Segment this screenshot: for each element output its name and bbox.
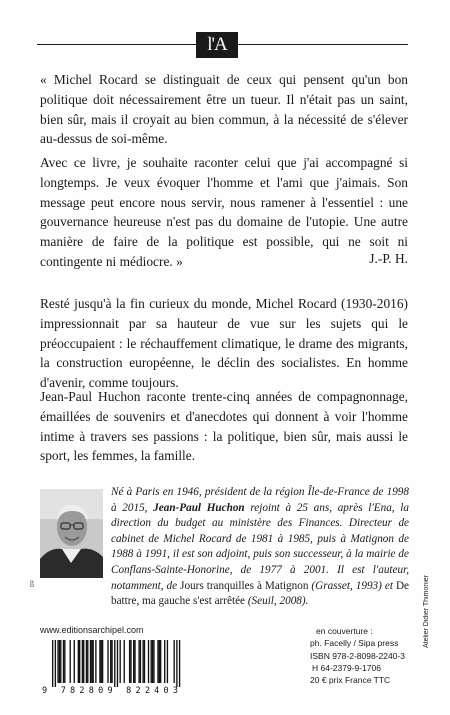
barcode-bar xyxy=(152,640,153,683)
barcode-bar xyxy=(138,640,139,683)
barcode-bar xyxy=(140,640,141,683)
barcode-bar xyxy=(52,640,53,687)
bio-text-2: rejoint à 25 ans, après l'Ena, la direction du budget au ministère des Finances. Directeur de cabinet de Michel Rocard de 1981 à 1985, puis à Matignon de 1988 à 1991, il est son adjoint, puis son successeur, à la mairie de Conflans-Sainte-Honorine, de 1977 à 2001. Il est l'auteur, notamment, de xyxy=(111,501,409,592)
barcode-bar xyxy=(91,640,92,683)
barcode-image xyxy=(40,638,183,696)
isbn-barcode xyxy=(40,638,183,696)
barcode-bar xyxy=(79,640,80,683)
barcode-bar xyxy=(57,640,58,683)
isbn-text: ISBN 978-2-8098-2240-3 xyxy=(310,650,405,661)
publisher-logo: l'A xyxy=(196,32,238,58)
summary-paragraph-1 xyxy=(40,294,408,393)
summary-paragraph-2 xyxy=(40,387,408,466)
barcode-bar xyxy=(160,640,161,683)
barcode-bar xyxy=(64,640,65,683)
barcode-bar xyxy=(63,640,64,683)
photo-credit: DR xyxy=(30,580,36,588)
barcode-bar xyxy=(59,640,60,683)
barcode-bar xyxy=(129,640,130,683)
barcode-bar xyxy=(90,640,91,683)
barcode-bar xyxy=(111,640,112,683)
cover-label: en couverture : xyxy=(316,626,373,636)
barcode-bar xyxy=(144,640,145,683)
barcode-bar xyxy=(86,640,87,683)
barcode-bar xyxy=(134,640,135,683)
cover-credit: ph. Facelly / Sipa press xyxy=(310,638,399,649)
cover-info xyxy=(310,625,410,686)
quote-paragraph-1 xyxy=(40,70,408,149)
barcode-bar xyxy=(179,640,180,687)
header-rule-right xyxy=(238,44,408,45)
bio-text-1: Né à Paris en 1946, président de la région Île-de-France de 1998 à 2015, xyxy=(111,486,409,514)
quote-text-1: « Michel Rocard se distinguait de ceux qui pensent qu'un bon politique doit nécessairement être un tueur. Il n'était pas un saint, bien sûr, mais il croyait au bien commun, à la nécessité de s'élever au-dessus de soi-même. xyxy=(40,72,408,147)
barcode-bar xyxy=(114,640,115,687)
barcode-digits: 9 782809 822403 xyxy=(42,686,178,696)
barcode-bar xyxy=(164,640,165,683)
price-text: 20 € prix France TTC xyxy=(310,675,391,686)
barcode-bar xyxy=(159,640,160,683)
barcode-bar xyxy=(110,640,111,683)
barcode-bar xyxy=(83,640,84,683)
header-rule-left xyxy=(37,44,196,45)
barcode-bar xyxy=(60,640,61,683)
barcode-bar xyxy=(176,640,177,687)
quote-text-2: Avec ce livre, je souhaite raconter celui que j'ai accompagné si longtemps. Je veux évoquer l'homme et l'ami que j'aimais. Son message peut encore nous servir, nous ramener à l'essentiel : une gouvernance heureuse n'est pas du domaine de l'utopie. Une autre manière de faire de la politique est possible, qui ne soit ni contingente ni médiocre. » xyxy=(40,155,408,269)
quote-signature: J.-P. H. xyxy=(369,251,408,266)
barcode-bar xyxy=(82,640,83,683)
barcode-bar xyxy=(133,640,134,683)
barcode-bar xyxy=(124,640,125,683)
barcode-bar xyxy=(95,640,96,683)
publisher-website: www.editionsarchipel.com xyxy=(40,625,144,635)
book-title-1: Jours tranquilles à Matignon xyxy=(180,579,309,592)
barcode-bar xyxy=(70,640,71,683)
author-bio xyxy=(111,485,409,610)
barcode-bar xyxy=(102,640,103,683)
book-title-2: De battre, ma gauche s'est arrêtée xyxy=(111,579,409,608)
barcode-bar xyxy=(99,640,100,683)
summary-text-2: Jean-Paul Huchon raconte trente-cinq années de compagnonnage, émaillées de souvenirs et d'anecdotes qui donnent à voir l'homme intime à travers ses passions : la politique, bien sûr, mais aussi le sport, les femmes, la famille. xyxy=(40,389,408,464)
barcode-bar xyxy=(101,640,102,683)
barcode-bar xyxy=(55,640,56,687)
barcode-bar xyxy=(142,640,143,683)
barcode-bar xyxy=(78,640,79,683)
barcode-bar xyxy=(157,640,158,683)
design-credit: Atelier Didier Thimonier xyxy=(423,575,430,649)
barcode-bar xyxy=(148,640,149,683)
barcode-bar xyxy=(107,640,108,683)
product-code: H 64-2379-9-1706 xyxy=(312,662,381,673)
author-photo xyxy=(40,489,103,578)
barcode-bar xyxy=(87,640,88,683)
barcode-bar xyxy=(120,640,121,683)
author-name: Jean-Paul Huchon xyxy=(153,501,245,514)
barcode-bar xyxy=(151,640,152,683)
bio-text-4: (Seuil, 2008). xyxy=(245,595,309,608)
barcode-bar xyxy=(117,640,118,687)
author-portrait-image xyxy=(40,489,103,578)
barcode-bar xyxy=(93,640,94,683)
barcode-bar xyxy=(153,640,154,683)
summary-text-1: Resté jusqu'à la fin curieux du monde, Michel Rocard (1930-2016) impressionnait par sa hauteur de vue sur les sujets qui le préoccupaient : le réchauffement climatique, le drame des migrants, la construction européenne, le déclin des socialistes. En homme d'avenir, comme toujours. xyxy=(40,296,408,391)
barcode-bar xyxy=(74,640,75,683)
barcode-bar xyxy=(174,640,175,683)
bio-text-3: (Grasset, 1993) et xyxy=(308,579,396,592)
barcode-bar xyxy=(167,640,168,683)
barcode-bar xyxy=(130,640,131,683)
